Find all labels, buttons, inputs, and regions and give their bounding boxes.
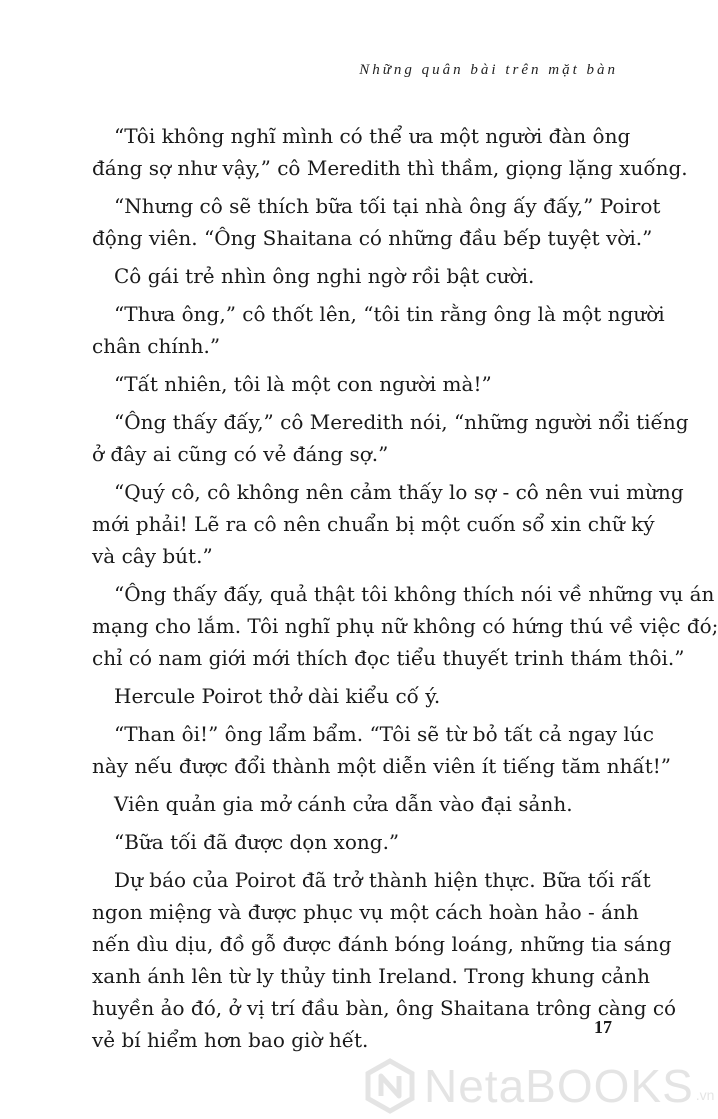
text-line: “Thưa ông,” cô thốt lên, “tôi tin rằng ông là một người: [114, 302, 665, 326]
text-line: “Tôi không nghĩ mình có thể ưa một người đàn ông: [114, 124, 631, 148]
watermark-suffix: .vn: [695, 1087, 715, 1103]
text-line: nến dìu dịu, đồ gỗ được đánh bóng loáng, những tia sáng: [92, 932, 672, 956]
text-line: đáng sợ như vậy,” cô Meredith thì thầm, giọng lặng xuống.: [92, 156, 688, 180]
running-header-title: Những quân bài trên mặt bàn: [359, 62, 618, 78]
neta-logo-icon: [362, 1058, 418, 1114]
text-line: và cây bút.”: [92, 544, 213, 568]
text-line: mới phải! Lẽ ra cô nên chuẩn bị một cuốn sổ xin chữ ký: [92, 512, 655, 536]
watermark-brand: NetaBOOKS: [424, 1060, 694, 1112]
text-line: mạng cho lắm. Tôi nghĩ phụ nữ không có hứng thú về việc đó;: [92, 614, 718, 638]
text-line: Hercule Poirot thở dài kiểu cố ý.: [114, 684, 441, 708]
text-line: động viên. “Ông Shaitana có những đầu bếp tuyệt vời.”: [92, 226, 653, 250]
text-line: “Quý cô, cô không nên cảm thấy lo sợ - cô nên vui mừng: [114, 480, 684, 504]
text-line: ở đây ai cũng có vẻ đáng sợ.”: [92, 442, 389, 466]
text-line: “Tất nhiên, tôi là một con người mà!”: [114, 372, 492, 396]
text-line: Dự báo của Poirot đã trở thành hiện thực. Bữa tối rất: [114, 868, 651, 892]
page-number: 17: [594, 1017, 612, 1037]
text-line: Cô gái trẻ nhìn ông nghi ngờ rồi bật cười.: [114, 264, 535, 288]
text-line: xanh ánh lên từ ly thủy tinh Ireland. Trong khung cảnh: [92, 964, 650, 988]
text-line: “Bữa tối đã được dọn xong.”: [114, 830, 400, 854]
text-line: huyền ảo đó, ở vị trí đầu bàn, ông Shaitana trông càng có: [92, 996, 677, 1020]
watermark: [362, 1058, 714, 1114]
text-line: “Than ôi!” ông lẩm bẩm. “Tôi sẽ từ bỏ tất cả ngay lúc: [114, 722, 654, 746]
text-line: “Ông thấy đấy,” cô Meredith nói, “những người nổi tiếng: [114, 410, 689, 434]
text-line: chân chính.”: [92, 334, 221, 358]
text-line: “Ông thấy đấy, quả thật tôi không thích nói về những vụ án: [114, 582, 715, 606]
text-line: này nếu được đổi thành một diễn viên ít tiếng tăm nhất!”: [92, 754, 672, 778]
body-text: [92, 120, 718, 1056]
text-line: vẻ bí hiểm hơn bao giờ hết.: [92, 1028, 369, 1052]
text-line: Viên quản gia mở cánh cửa dẫn vào đại sảnh.: [114, 792, 573, 816]
text-line: “Nhưng cô sẽ thích bữa tối tại nhà ông ấy đấy,” Poirot: [114, 194, 661, 218]
text-line: chỉ có nam giới mới thích đọc tiểu thuyết trinh thám thôi.”: [92, 646, 685, 670]
text-line: ngon miệng và được phục vụ một cách hoàn hảo - ánh: [92, 900, 639, 924]
